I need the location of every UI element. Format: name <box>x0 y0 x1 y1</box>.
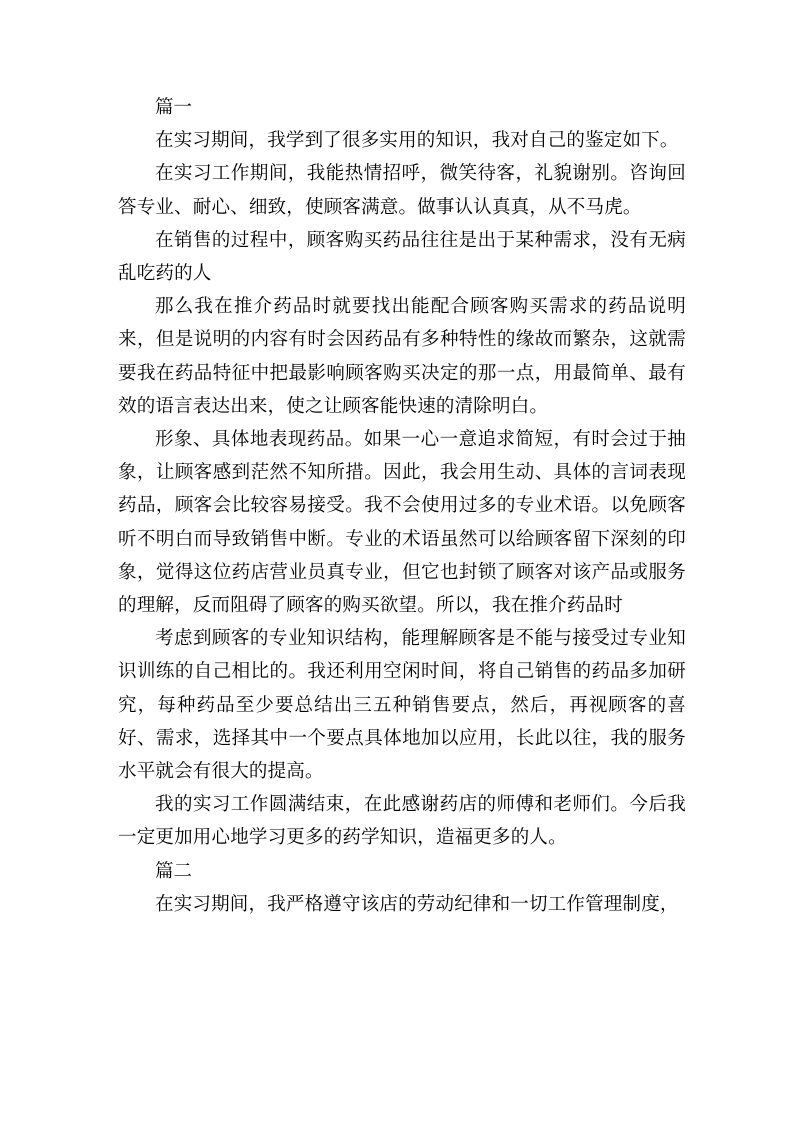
paragraph: 在实习期间，我学到了很多实用的知识，我对自己的鉴定如下。 <box>155 130 679 152</box>
paragraph: 在实习期间，我严格遵守该店的劳动纪律和一切工作管理制度， <box>155 893 679 915</box>
paragraph: 考虑到顾客的专业知识结构，能理解顾客是不能与接受过专业知识训练的自己相比的。我还利用空闲时间，将自己销售的药品多加研究，每种药品至少要总结出三五种销售要点，然后，再视顾客的喜好、需求，选择其中一个要点具体地加以应用，长此以往，我的服务水平就会有很大的提高。 <box>118 628 686 783</box>
document-body <box>118 91 686 921</box>
paragraph: 在实习工作期间，我能热情招呼，微笑待客，礼貌谢别。咨询回答专业、耐心、细致，使顾客满意。做事认认真真，从不马虎。 <box>118 163 686 218</box>
section-heading-1: 篇一 <box>155 97 193 118</box>
paragraph: 那么我在推介药品时就要找出能配合顾客购买需求的药品说明来，但是说明的内容有时会因药品有多种特性的缘故而繁杂，这就需要我在药品特征中把最影响顾客购买决定的那一点，用最简单、最有效的语言表达出来，使之让顾客能快速的清除明白。 <box>118 296 686 417</box>
paragraph: 在销售的过程中，顾客购买药品往往是出于某种需求，没有无病乱吃药的人 <box>118 229 686 285</box>
paragraph: 形象、具体地表现药品。如果一心一意追求简短，有时会过于抽象，让顾客感到茫然不知所措。因此，我会用生动、具体的言词表现药品，顾客会比较容易接受。我不会使用过多的专业术语。以免顾客听不明白而导致销售中断。专业的术语虽然可以给顾客留下深刻的印象，觉得这位药店营业员真专业，但它也封锁了顾客对该产品或服务的理解，反而阻碍了顾客的购买欲望。所以，我在推介药品时 <box>118 429 686 617</box>
paragraph: 我的实习工作圆满结束，在此感谢药店的师傅和老师们。今后我一定更加用心地学习更多的药学知识，造福更多的人。 <box>118 794 686 849</box>
section-heading-2: 篇二 <box>155 860 193 882</box>
